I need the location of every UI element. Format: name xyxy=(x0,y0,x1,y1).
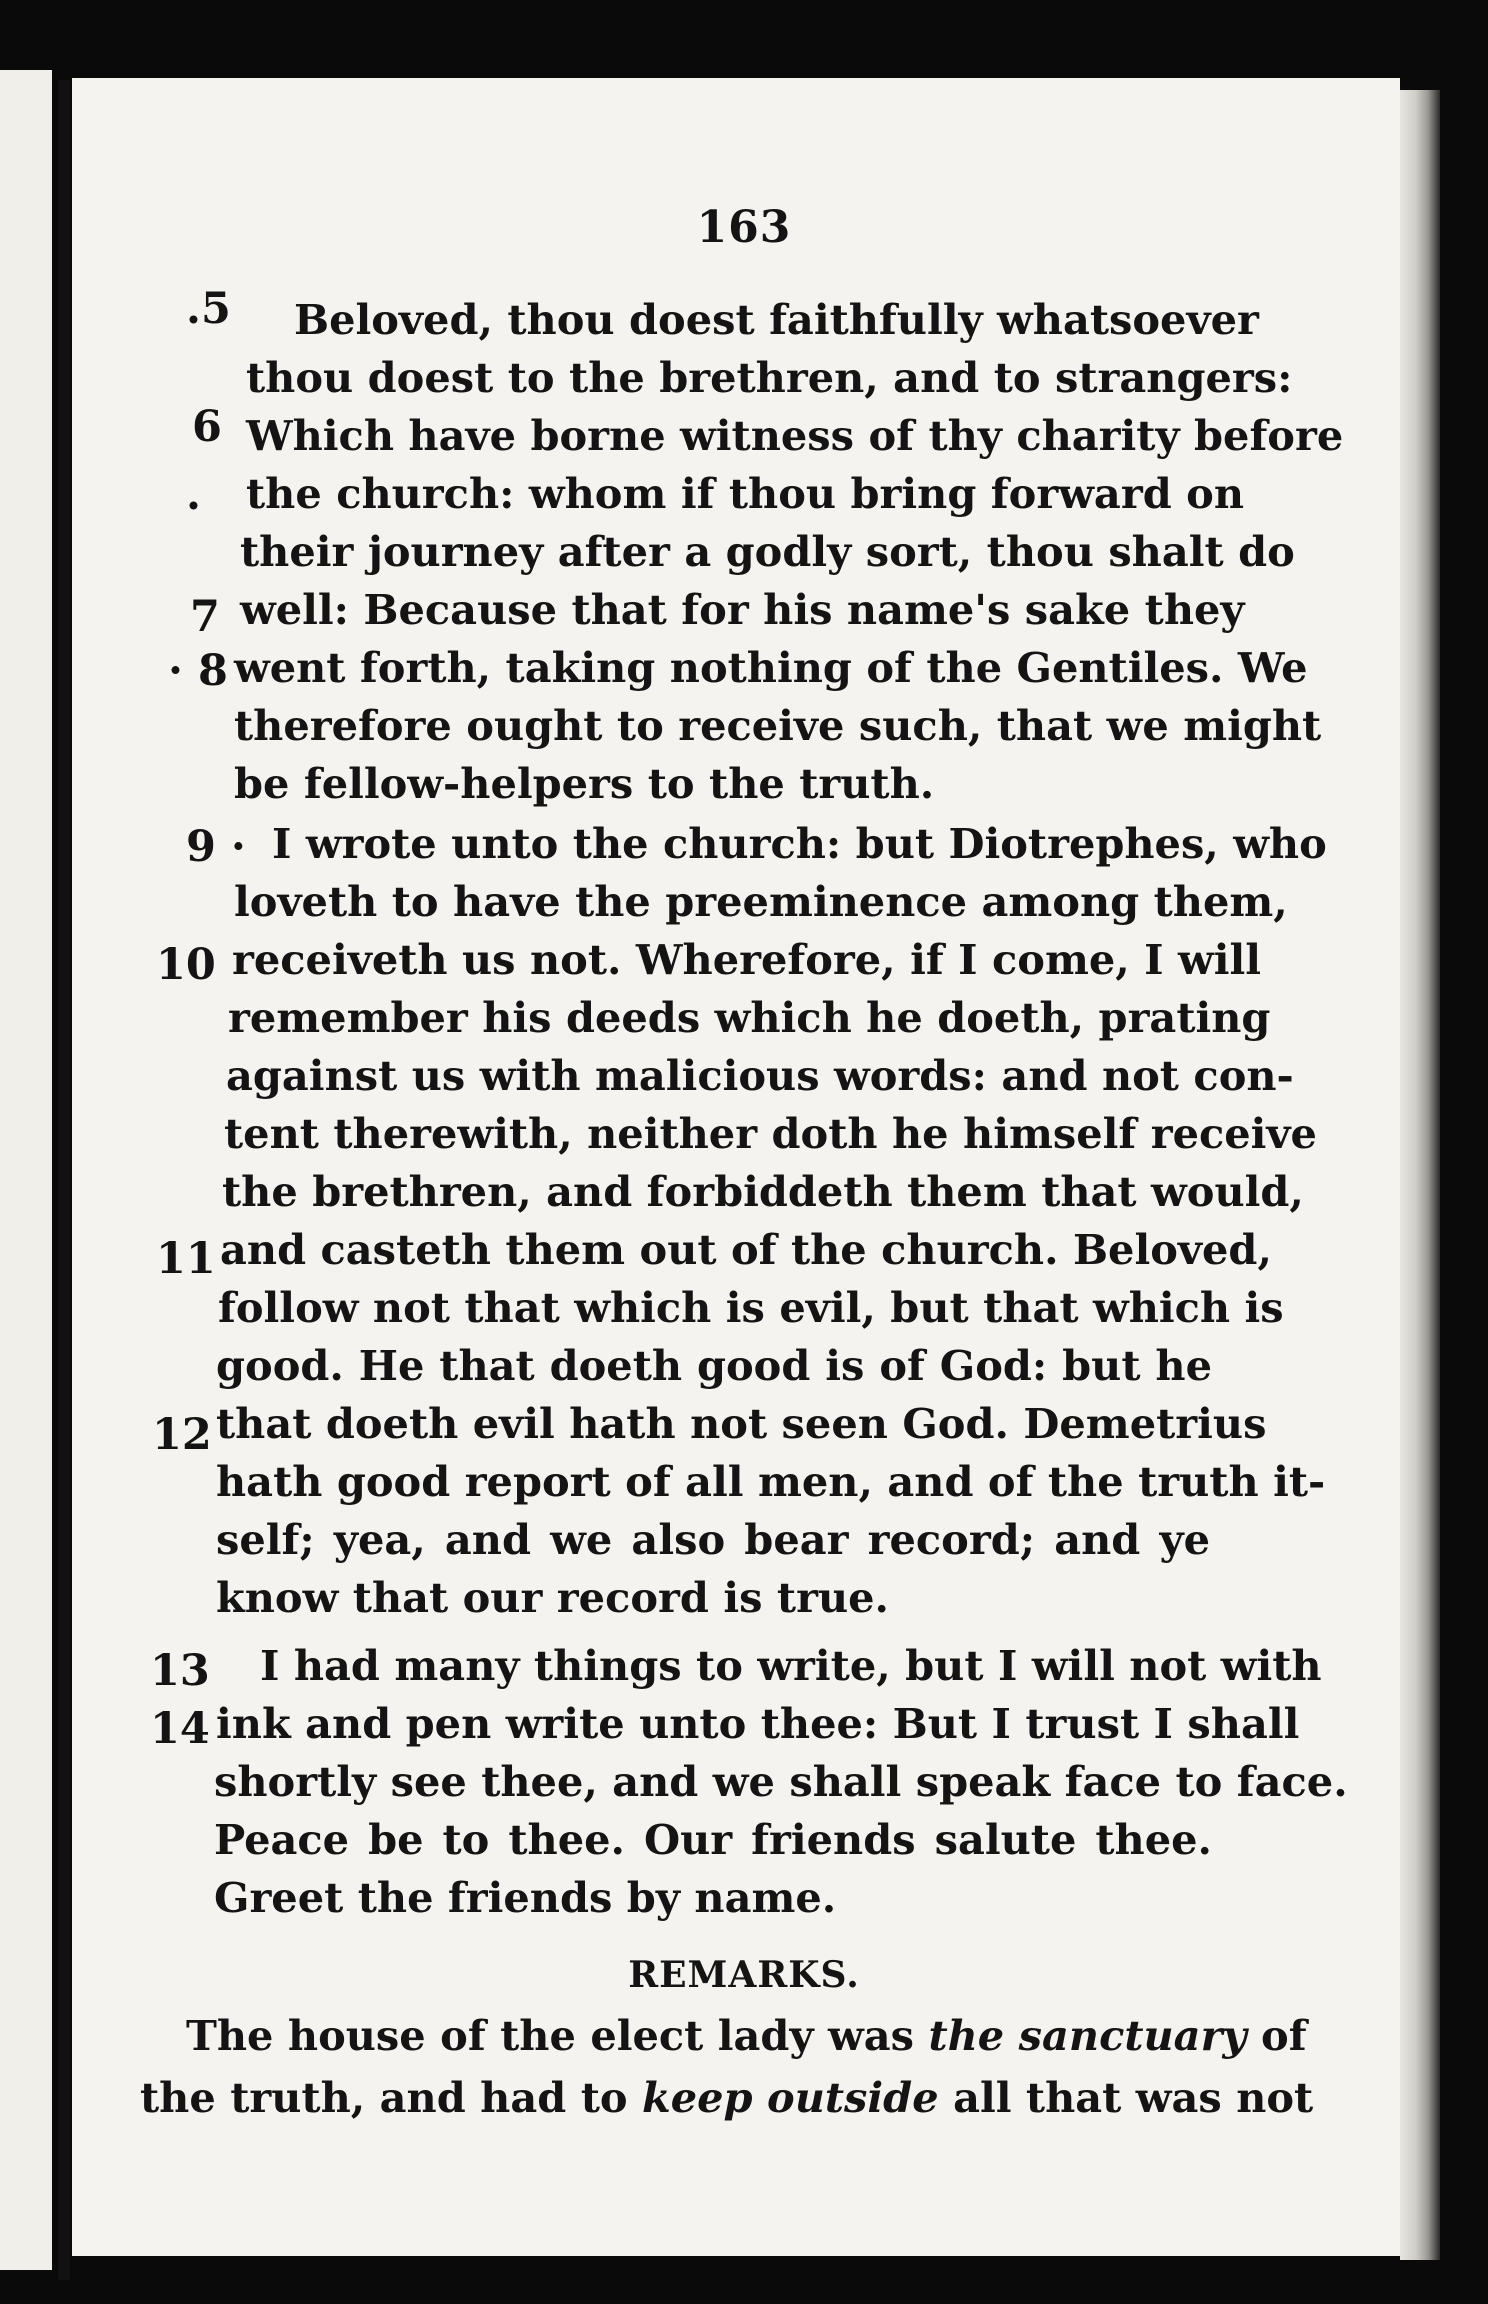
verse-number-6: 6 xyxy=(192,402,222,452)
verse-number-7: 7 xyxy=(190,592,220,642)
text-line: the brethren, and forbiddeth them that would, xyxy=(222,1167,1304,1216)
verse-number-12: 12 xyxy=(152,1410,212,1460)
text-line: thou doest to the brethren, and to strangers: xyxy=(246,353,1293,402)
text-line: went forth, taking nothing of the Gentiles. We xyxy=(234,643,1308,692)
text-line: be fellow-helpers to the truth. xyxy=(234,759,935,808)
verse-number-8: · 8 xyxy=(168,646,228,696)
remarks-text: The house of the elect lady was xyxy=(186,2011,914,2060)
remarks-line-2 xyxy=(140,2070,1314,2126)
verse-number-13: 13 xyxy=(150,1646,210,1696)
text-line: the church: whom if thou bring forward on xyxy=(246,469,1245,518)
text-line: follow not that which is evil, but that which is xyxy=(218,1283,1284,1332)
text-line: that doeth evil hath not seen God. Demetrius xyxy=(216,1399,1267,1448)
text-line: hath good report of all men, and of the truth it- xyxy=(216,1457,1326,1506)
verse-number-10: 10 xyxy=(156,940,216,990)
verse-marker-dot: . xyxy=(186,470,201,520)
text-line: self; yea, and we also bear record; and ye xyxy=(216,1515,1210,1564)
text-line: I had many things to write, but I will not with xyxy=(260,1641,1322,1690)
text-line: tent therewith, neither doth he himself receive xyxy=(224,1109,1317,1158)
text-line: Which have borne witness of thy charity before xyxy=(246,411,1344,460)
remarks-text: of xyxy=(1261,2011,1307,2060)
remarks-text: the truth, and had to xyxy=(140,2073,628,2122)
page-number: 163 xyxy=(696,202,792,253)
verse-number-5: .5 xyxy=(186,284,231,334)
text-line: I wrote unto the church: but Diotrephes, who xyxy=(272,819,1327,868)
text-line: well: Because that for his name's sake they xyxy=(240,585,1245,634)
verse-number-9: 9 · xyxy=(186,822,246,872)
text-line: good. He that doeth good is of God: but he xyxy=(216,1341,1212,1390)
remarks-heading: REMARKS. xyxy=(628,1954,860,1996)
text-line: against us with malicious words: and not con- xyxy=(226,1051,1294,1100)
text-line: ink and pen write unto thee: But I trust I shall xyxy=(216,1699,1300,1748)
text-line: Beloved, thou doest faithfully whatsoever xyxy=(294,295,1259,344)
text-line: therefore ought to receive such, that we might xyxy=(234,701,1322,750)
remarks-line-1 xyxy=(186,2008,1307,2064)
verse-number-14: 14 xyxy=(150,1704,210,1754)
text-line: remember his deeds which he doeth, prating xyxy=(228,993,1271,1042)
text-line: know that our record is true. xyxy=(216,1573,889,1622)
remarks-emphasis: the sanctuary xyxy=(928,2011,1247,2060)
remarks-text: all that was not xyxy=(953,2073,1314,2122)
text-line: Peace be to thee. Our friends salute thee. xyxy=(214,1815,1212,1864)
verse-number-11: 11 xyxy=(156,1234,216,1284)
text-line: loveth to have the preeminence among them, xyxy=(234,877,1288,926)
text-line: Greet the friends by name. xyxy=(214,1873,837,1922)
text-line: and casteth them out of the church. Beloved, xyxy=(220,1225,1272,1274)
text-line: receiveth us not. Wherefore, if I come, I will xyxy=(232,935,1262,984)
remarks-emphasis: keep outside xyxy=(642,2073,939,2122)
text-line: their journey after a godly sort, thou shalt do xyxy=(240,527,1295,576)
text-line: shortly see thee, and we shall speak face to face. xyxy=(214,1757,1348,1806)
